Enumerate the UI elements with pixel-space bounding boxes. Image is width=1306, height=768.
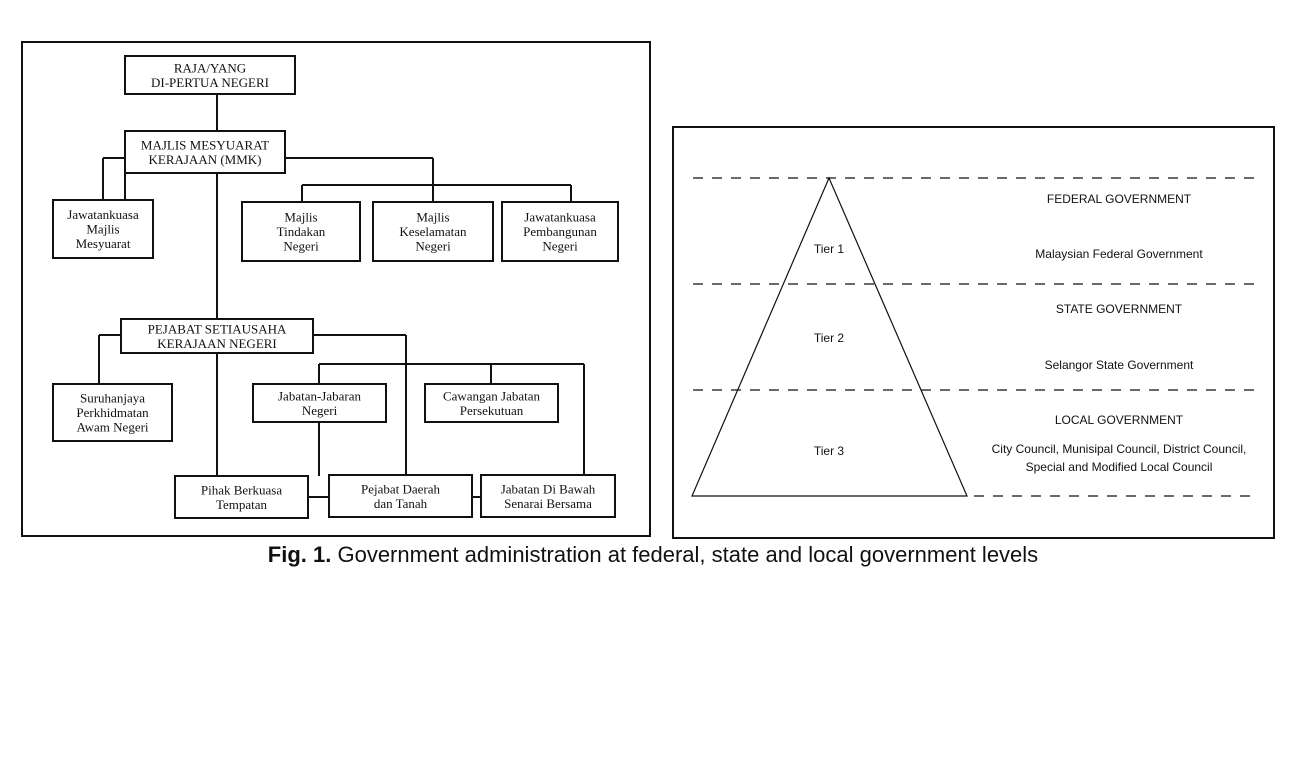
org-box-raja (125, 56, 295, 94)
org-box-pdt (329, 475, 472, 517)
tier-detail-3-1: City Council, Munisipal Council, District Council, (991, 442, 1247, 456)
org-box-mkn-line-3: Negeri (415, 238, 451, 254)
org-box-pbt-line-1: Pihak Berkuasa (200, 482, 283, 498)
tier-label-3: Tier 3 (813, 444, 845, 458)
org-box-jpn-line-1: Jawatankuasa (524, 209, 596, 225)
org-box-pskn-line-1: PEJABAT SETIAUSAHA (147, 321, 287, 337)
org-box-mmk-line-1: MAJLIS MESYUARAT (140, 137, 270, 153)
org-box-jdbsb-line-1: Jabatan Di Bawah (500, 481, 596, 497)
org-box-cjp-line-2: Persekutuan (459, 402, 524, 418)
tier-heading-3: LOCAL GOVERNMENT (1054, 413, 1184, 427)
org-box-mkn-line-1: Majlis (416, 209, 450, 225)
caption-label: Fig. 1. (267, 542, 332, 567)
org-box-pdt-line-2: dan Tanah (373, 495, 428, 511)
org-box-mkn-line-2: Keselamatan (399, 224, 467, 239)
org-box-jmm (53, 200, 153, 258)
org-box-raja-line-1: RAJA/YANG (173, 60, 247, 76)
org-box-mtn-line-1: Majlis (284, 209, 318, 225)
org-box-pbt (175, 476, 308, 518)
org-box-pbt-line-2: Tempatan (215, 496, 268, 512)
org-box-mmk-line-2: KERAJAAN (MMK) (148, 151, 262, 167)
org-box-jmm-line-3: Mesyuarat (75, 236, 131, 251)
tier-detail-2-1: Selangor State Government (1044, 358, 1194, 372)
figure-caption (0, 542, 1306, 568)
org-box-span-line-1: Suruhanjaya (80, 390, 145, 406)
org-box-pskn-line-2: KERAJAAN NEGERI (157, 335, 277, 351)
tier-detail-3-2: Special and Modified Local Council (1025, 460, 1213, 474)
org-box-mkn (373, 202, 493, 261)
org-box-jjn-line-1: Jabatan-Jabaran (277, 388, 362, 404)
org-box-jjn-line-2: Negeri (301, 402, 338, 418)
org-box-jmm-line-2: Majlis (86, 221, 120, 237)
tier-label-1: Tier 1 (813, 242, 845, 256)
org-box-jpn (502, 202, 618, 261)
org-chart-panel (21, 41, 651, 537)
org-box-mtn (242, 202, 360, 261)
org-box-mtn-line-2: Tindakan (276, 224, 326, 239)
tier-heading-1: FEDERAL GOVERNMENT (1046, 192, 1192, 206)
org-box-jpn-line-3: Negeri (542, 238, 578, 254)
org-box-raja-line-2: DI-PERTUA NEGERI (150, 74, 270, 90)
tier-label-2: Tier 2 (813, 331, 845, 345)
org-box-mtn-line-3: Negeri (283, 238, 319, 254)
tier-detail-1-1: Malaysian Federal Government (1035, 247, 1203, 261)
tier-diagram (674, 128, 1273, 537)
org-box-jdbsb (481, 475, 615, 517)
org-box-jpn-line-2: Pembangunan (523, 224, 597, 239)
org-box-span-line-2: Perkhidmatan (76, 405, 149, 420)
org-chart (23, 43, 649, 535)
org-box-cjp-line-1: Cawangan Jabatan (442, 388, 541, 404)
org-box-jjn (253, 384, 386, 422)
tier-diagram-panel (672, 126, 1275, 539)
org-box-jdbsb-line-2: Senarai Bersama (504, 495, 592, 511)
org-box-mmk (125, 131, 285, 173)
caption-text: Government administration at federal, state and local government levels (331, 542, 1039, 567)
tier-heading-2: STATE GOVERNMENT (1055, 302, 1183, 316)
org-box-span (53, 384, 172, 441)
org-box-pskn (121, 319, 313, 353)
org-box-pdt-line-1: Pejabat Daerah (360, 481, 441, 497)
org-box-jmm-line-1: Jawatankuasa (67, 207, 139, 222)
org-box-cjp (425, 384, 558, 422)
org-box-span-line-3: Awam Negeri (76, 419, 149, 435)
